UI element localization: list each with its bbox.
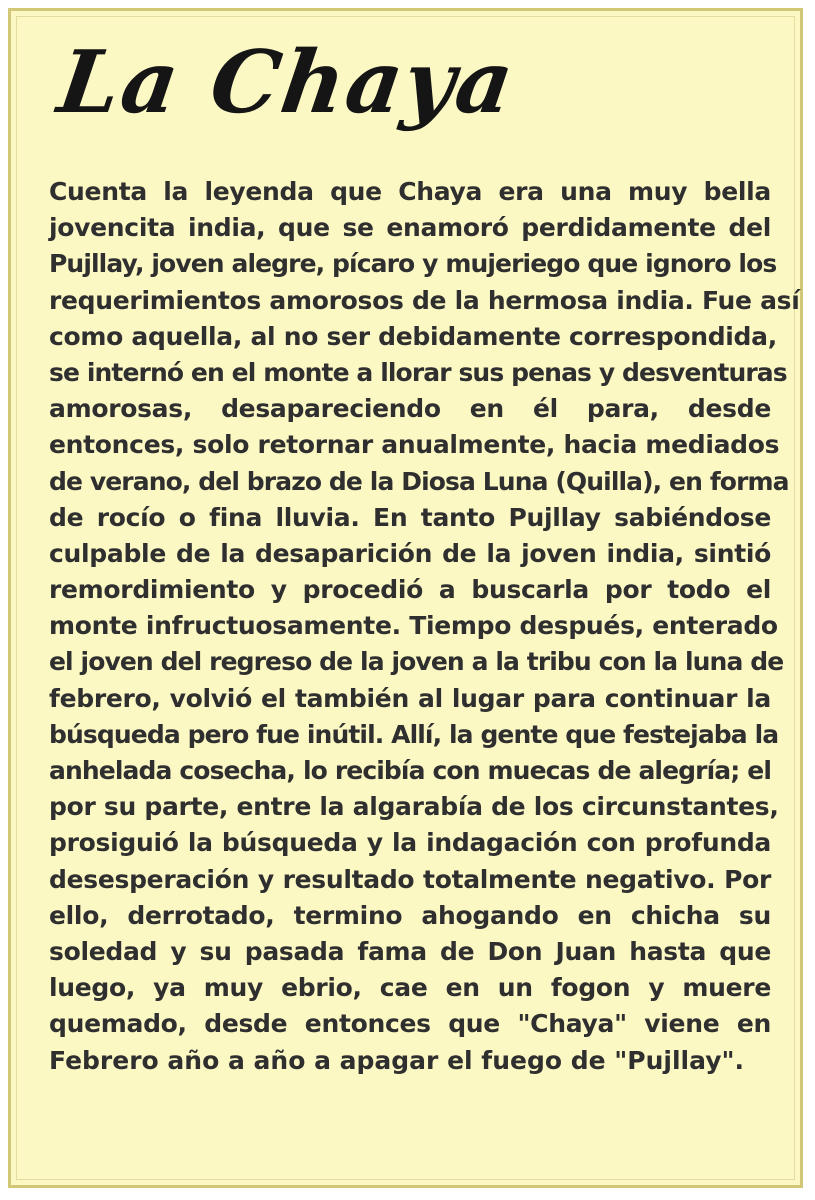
text-line: soledad y su pasada fama de Don Juan hasta que — [49, 936, 771, 966]
text-line: desesperación y resultado totalmente negativo. Por — [49, 864, 771, 894]
legend-text — [49, 174, 800, 1079]
text-line: jovencita india, que se enamoró perdidamente del — [49, 213, 771, 243]
text-line: búsqueda pero fue inútil. Allí, la gente que festejaba la — [49, 719, 779, 749]
text-line: culpable de la desaparición de la joven india, sintió — [49, 538, 771, 568]
legend-poster — [8, 8, 803, 1188]
text-line: de verano, del brazo de la Diosa Luna (Quilla), en forma — [49, 466, 789, 496]
text-line: por su parte, entre la algarabía de los circunstantes, — [49, 792, 779, 822]
poster-title: La Chaya — [52, 32, 522, 133]
text-line: el joven del regreso de la joven a la tribu con la luna de — [49, 647, 784, 677]
text-line: de rocío o fina lluvia. En tanto Pujllay sabiéndose — [49, 502, 771, 532]
text-line: ello, derrotado, termino ahogando en chicha su — [49, 900, 771, 930]
text-line: monte infructuosamente. Tiempo después, enterado — [49, 611, 778, 641]
text-line: anhelada cosecha, lo recibía con muecas de alegría; el — [49, 756, 771, 785]
text-line: prosiguió la búsqueda y la indagación con profunda — [49, 828, 771, 858]
text-line: febrero, volvió el también al lugar para continuar la — [49, 683, 771, 713]
text-line: remordimiento y procedió a buscarla por todo el — [49, 575, 771, 605]
text-line: como aquella, al no ser debidamente correspondida, — [49, 321, 777, 351]
text-line: luego, ya muy ebrio, cae en un fogon y muere — [49, 973, 771, 1003]
text-line: Cuenta la leyenda que Chaya era una muy bella — [49, 177, 771, 206]
text-line: entonces, solo retornar anualmente, hacia mediados — [49, 430, 780, 460]
text-line: Febrero año a año a apagar el fuego de "Pujllay". — [49, 1045, 745, 1075]
text-line: amorosas, desapareciendo en él para, desde — [49, 394, 771, 424]
text-line: quemado, desde entonces que "Chaya" viene en — [49, 1009, 771, 1039]
text-line: se internó en el monte a llorar sus penas y desventuras — [49, 357, 787, 387]
text-line: requerimientos amorosos de la hermosa india. Fue así — [49, 285, 800, 315]
text-line: Pujllay, joven alegre, pícaro y mujeriego que ignoro los — [49, 249, 777, 279]
